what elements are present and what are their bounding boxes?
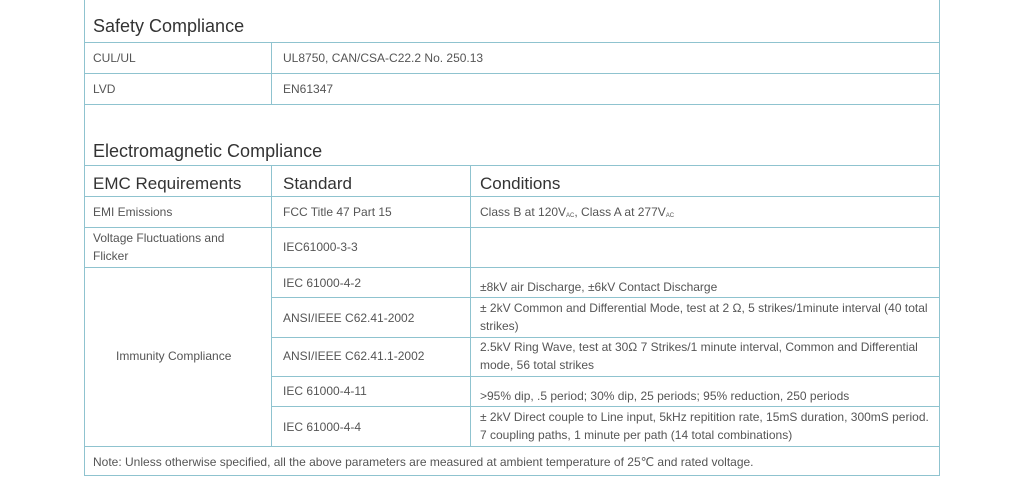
divider xyxy=(85,73,939,74)
emi-condition-subscript: AC xyxy=(566,213,575,219)
immunity-condition: 2.5kV Ring Wave, test at 30Ω 7 Strikes/1 minute interval, Common and Differential mode, 56 total strikes xyxy=(480,340,918,372)
flicker-standard: IEC61000-3-3 xyxy=(283,240,358,254)
emi-label: EMI Emissions xyxy=(93,205,173,219)
emi-condition-part: Class B at 120V xyxy=(480,205,567,219)
header-standard: Standard xyxy=(283,174,352,193)
emi-condition-part: , Class A at 277V xyxy=(574,205,666,219)
immunity-standard: ANSI/IEEE C62.41-2002 xyxy=(283,311,415,325)
divider xyxy=(85,165,939,166)
immunity-condition: >95% dip, .5 period; 30% dip, 25 periods; 95% reduction, 250 periods xyxy=(480,389,850,403)
column-divider xyxy=(470,165,471,446)
immunity-condition: ± 2kV Common and Differential Mode, test at 2 Ω, 5 strikes/1minute interval (40 total strikes) xyxy=(480,301,928,333)
column-divider xyxy=(271,165,272,446)
divider xyxy=(85,227,939,228)
column-divider xyxy=(271,42,272,104)
divider xyxy=(271,376,939,377)
divider xyxy=(85,104,939,105)
safety-value-lvd: EN61347 xyxy=(283,82,334,96)
spec-table xyxy=(84,0,940,476)
immunity-standard: IEC 61000-4-4 xyxy=(283,420,362,434)
divider xyxy=(85,267,939,268)
immunity-standard: ANSI/IEEE C62.41.1-2002 xyxy=(283,349,425,363)
flicker-label: Voltage Fluctuations and Flicker xyxy=(93,231,225,263)
divider xyxy=(271,406,939,407)
header-emc-requirements: EMC Requirements xyxy=(93,174,242,193)
emi-standard: FCC Title 47 Part 15 xyxy=(283,205,392,219)
immunity-condition: ± 2kV Direct couple to Line input, 5kHz repitition rate, 15mS duration, 300mS period. 7 coupling paths, 1 minute per path (14 total combinations) xyxy=(480,410,929,442)
divider xyxy=(85,42,939,43)
emc-title: Electromagnetic Compliance xyxy=(93,141,323,161)
divider xyxy=(85,446,939,447)
immunity-label: Immunity Compliance xyxy=(116,349,232,363)
safety-label-lvd: LVD xyxy=(93,82,116,96)
safety-value-cul: UL8750, CAN/CSA-C22.2 No. 250.13 xyxy=(283,51,484,65)
immunity-standard: IEC 61000-4-11 xyxy=(283,384,367,398)
emi-condition xyxy=(480,205,674,219)
divider xyxy=(271,297,939,298)
header-conditions: Conditions xyxy=(480,174,561,193)
safety-title: Safety Compliance xyxy=(93,16,245,36)
safety-label-cul: CUL/UL xyxy=(93,51,136,65)
immunity-standard: IEC 61000-4-2 xyxy=(283,276,362,290)
immunity-condition: ±8kV air Discharge, ±6kV Contact Discharge xyxy=(480,280,718,294)
footnote: Note: Unless otherwise specified, all the above parameters are measured at ambient temperature of 25℃ and rated voltage. xyxy=(93,455,754,469)
divider xyxy=(85,196,939,197)
emi-condition-subscript: AC xyxy=(665,213,675,219)
